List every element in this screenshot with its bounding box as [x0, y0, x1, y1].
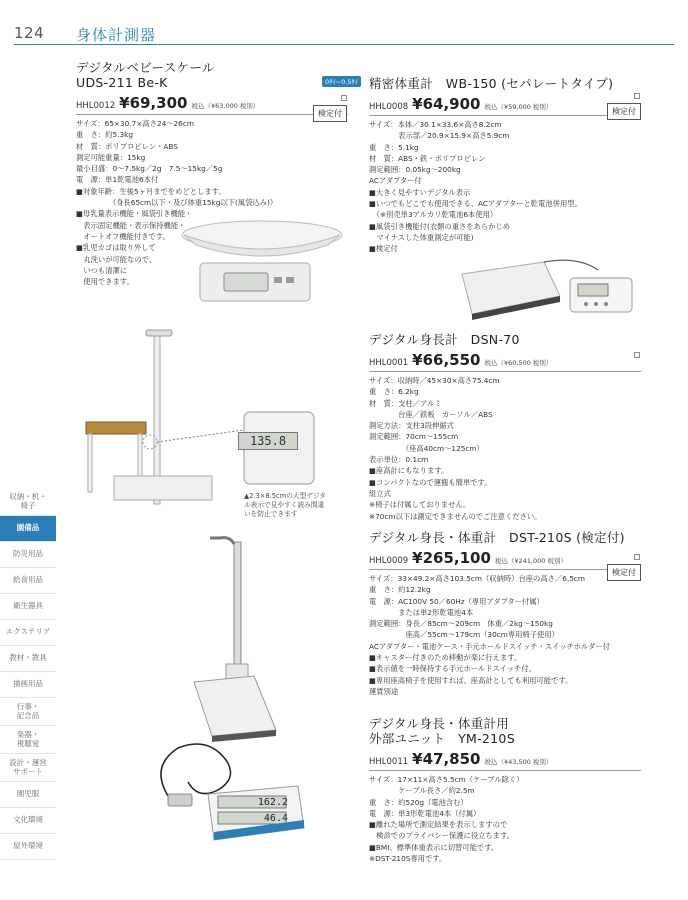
sidebar-item-label: 描画用品 — [13, 679, 43, 689]
sidebar-item-meal[interactable] — [0, 568, 56, 594]
product-price: ¥66,550 — [412, 351, 481, 369]
product-name: デジタルベビースケール — [76, 60, 215, 75]
product-code: HHL0001 — [369, 358, 409, 368]
weight-scale-image — [458, 256, 640, 326]
checkbox-mark — [634, 352, 640, 358]
height-meter-image — [76, 326, 366, 516]
sidebar-item-label: 衛生器具 — [13, 601, 43, 611]
tax-note: 税込（¥59,000 税別） — [484, 103, 553, 111]
sidebar-item-exterior[interactable] — [0, 620, 56, 646]
certified-badge: 検定付 — [313, 105, 347, 122]
product-code: HHL0008 — [369, 102, 409, 112]
price-line — [369, 750, 641, 771]
sidebar-item-events[interactable] — [0, 698, 56, 726]
sidebar-item-label: 収納・机・ 椅子 — [9, 491, 47, 510]
sidebar-item-teaching[interactable] — [0, 646, 56, 672]
certified-badge: 検定付 — [607, 564, 641, 581]
product-wb150 — [369, 76, 641, 255]
sidebar-item-label: 設計・運営 サポート — [9, 757, 47, 776]
checkbox-mark — [341, 95, 347, 101]
price-line — [76, 94, 348, 115]
product-code: HHL0012 — [76, 101, 116, 111]
sidebar-item-label: 給食用品 — [13, 575, 43, 585]
product-dst210s — [369, 530, 641, 697]
product-name: デジタル身長・体重計 DST-210S (検定付) — [369, 530, 625, 545]
category-sidebar — [0, 488, 56, 860]
sidebar-item-drawing[interactable] — [0, 672, 56, 698]
product-price: ¥265,100 — [412, 549, 491, 567]
product-ym210s — [369, 716, 641, 864]
price-line — [369, 351, 641, 372]
product-dsn70 — [369, 332, 641, 522]
product-model: UDS-211 Be-K — [76, 75, 168, 90]
external-unit-image — [148, 736, 308, 852]
display-reading: 135.8 — [238, 432, 298, 450]
product-code: HHL0011 — [369, 757, 409, 767]
checkbox-mark — [634, 93, 640, 99]
certified-badge: 検定付 — [607, 103, 641, 120]
sidebar-item-label: 防災用品 — [13, 549, 43, 559]
sidebar-item-instruments[interactable] — [0, 726, 56, 754]
sidebar-item-hygiene[interactable] — [0, 594, 56, 620]
product-price: ¥64,900 — [412, 95, 481, 113]
sidebar-item-kindergarten-equipment[interactable] — [0, 516, 56, 542]
product-specs: サイズ：65×30.7×高さ24～26cm 重 さ：約5.3kg 材 質：ポリプロピレン・ABS 測定可能重量：15kg 最小目盛：0～7.5kg／2g 7.5～15kg／5g 電 源：単1乾電池6本付 ■対象年齢：生後5ヶ月までをめどとします。 （身長65cm以下・及び体重15kg以下(風袋込み)） ■母乳量表示機能・風袋引き機能・ 表示固定機能・表示保持機能・ オートオフ機能付きです。 ■乳児カゴは取り外して 丸洗いが可能なので、 いつも清潔に 使用できます。 — [76, 119, 278, 287]
product-specs: サイズ：17×11×高さ5.5cm（ケーブル除く） ケーブル長さ／約2.5m 重 さ：約520g（電池含む） 電 源：単3形乾電池4本（付属） ■離れた場所で測定結果を表示しますので 検診でのプライバシー保護に役立ちます。 ■BMI、標準体重表示に切替可能です。 ※DST-210S専用です。 — [369, 775, 524, 864]
sidebar-item-label: 楽器・ 視聴覚 — [16, 729, 40, 748]
tax-note: 税込（¥43,500 税別） — [484, 758, 553, 766]
product-code: HHL0009 — [369, 556, 409, 566]
sidebar-item-outdoor[interactable] — [0, 834, 56, 860]
price-line — [369, 95, 641, 116]
display-reading-height: 162.2 — [257, 797, 288, 808]
product-specs: サイズ：収納時／45×30×高さ75.4cm 重 さ：6.2kg 材 質：支柱／アルミ 台座／鉄板 カーソル／ABS 測定方法：支柱3段伸縮式 測定範囲：70cm～155cm （座高40cm～125cm） 表示単位：0.1cm ■座高計にもなります。 ■コンパクトなので運搬も簡単です。 組立式 ※椅子は付属しておりません。 ※70cm以下は測定できませんのでご注意ください。 — [369, 376, 542, 521]
price-line — [369, 549, 641, 570]
age-badge: 0ｻｲ~0.5ｻｲ — [322, 76, 361, 87]
product-price: ¥47,850 — [412, 750, 481, 768]
sidebar-item-label: 文化環境 — [13, 815, 43, 825]
product-specs: サイズ：本体／30.1×33.6×高さ8.2cm 表示部／20.9×15.9×高さ5.9cm 重 さ：5.1kg 材 質：ABS・鉄・ポリプロピレン 測定範囲：0.05kg～200kg ACアダプター付 ■大きく見やすいデジタル表示 ■いつでもどこでも使用できる、ACアダプターと乾電池併用型。 （※別売単3アルカリ乾電池6本使用） ■風袋引き機能付(衣類の重さをあらかじめ マイナスした体重測定が可能) ■検定付 — [369, 120, 582, 254]
sidebar-item-label: 屋外環境 — [13, 841, 43, 851]
page-number: 124 — [14, 24, 45, 42]
image-caption: ▲2.3×8.5cmの大型デジタ ル表示で見やすく読み間違 いを防止できます — [244, 492, 326, 518]
sidebar-item-label: 行事・ 記念品 — [16, 701, 40, 720]
header-rule — [14, 44, 674, 45]
display-reading-weight: 46.4 — [263, 813, 288, 824]
sidebar-item-label: 園備品 — [16, 523, 40, 533]
product-name: デジタル身長計 DSN-70 — [369, 332, 520, 347]
product-specs: サイズ：33×49.2×高さ103.5cm（収納時）台座の高さ／6.5cm 重 さ：約12.2kg 電 源：AC100V 50／60Hz（専用アダプター付属） または単2形乾電池4本 測定範囲：身長／85cm～209cm 体重／2kg～150kg 座高／55cm～179cm（30cm専用椅子使用） ACアダプター・電池ケース・手元ホールドスイッチ・スイッチホルダー付 ■キャスター付きのため移動が楽に行えます。 ■表示値を一時保持する手元ホールドスイッチ付。 ■専用座高椅子を使用すれば、座高計としても利用可能です。 運賃別途 — [369, 574, 610, 696]
baby-scale-image — [178, 215, 346, 307]
tax-note: 税込（¥63,000 税別） — [191, 102, 260, 110]
sidebar-item-design-support[interactable] — [0, 754, 56, 782]
sidebar-item-label: 園児服 — [16, 789, 40, 799]
product-name: デジタル身長・体重計用 — [369, 716, 510, 731]
checkbox-mark — [634, 554, 640, 560]
sidebar-item-culture[interactable] — [0, 808, 56, 834]
product-name: 精密体重計 WB-150 (セパレートタイプ) — [369, 76, 614, 91]
height-weight-meter-image — [190, 534, 280, 744]
product-price: ¥69,300 — [119, 94, 188, 112]
sidebar-item-storage[interactable] — [0, 488, 56, 516]
sidebar-item-label: エクステリア — [5, 627, 51, 637]
tax-note: 税込（¥60,500 税別） — [484, 359, 553, 367]
sidebar-item-label: 教材・教具 — [9, 653, 47, 663]
tax-note: 税込（¥241,000 税別） — [494, 557, 568, 565]
sidebar-item-uniform[interactable] — [0, 782, 56, 808]
section-title: 身体計測器 — [76, 26, 157, 44]
sidebar-item-disaster[interactable] — [0, 542, 56, 568]
product-model: 外部ユニット YM-210S — [369, 731, 515, 746]
